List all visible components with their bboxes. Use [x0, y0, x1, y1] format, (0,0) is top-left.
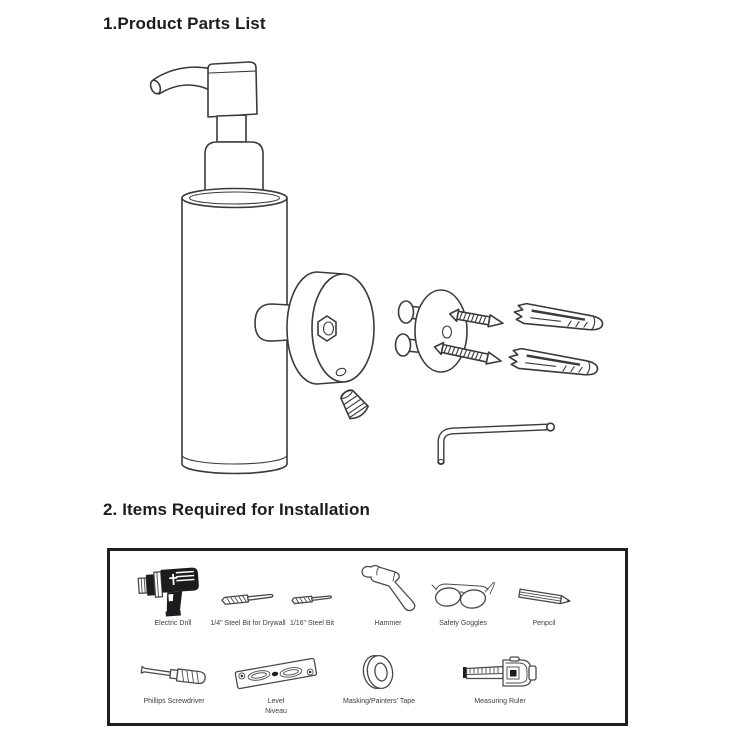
pump-head-icon — [208, 62, 257, 117]
tool-item-measuring-ruler — [445, 649, 555, 707]
tool-label: Safety Goggles — [439, 620, 487, 627]
tool-label: Hammer — [374, 620, 402, 627]
wall-mount-plate-icon — [287, 272, 374, 384]
tool-item-masking-tape — [324, 649, 434, 707]
tool-label: Penpcil — [532, 620, 556, 627]
tool-label: Electric Drill — [154, 620, 192, 627]
mounting-tab — [255, 304, 290, 341]
safety-goggles-icon — [429, 575, 497, 613]
pump-neck — [217, 115, 246, 142]
tool-item-pencil — [489, 559, 599, 629]
wall-anchor-icon — [513, 302, 604, 334]
tool-label: Masking/Painters' Tape — [342, 698, 416, 705]
pump-spout-icon — [149, 67, 214, 95]
wall-bracket-icon — [396, 290, 468, 372]
tool-label: Level — [267, 698, 285, 705]
tool-label-line2: Niveau — [265, 708, 287, 715]
allen-wrench-icon — [438, 423, 555, 464]
pencil-icon — [515, 586, 573, 610]
tool-label: Measuring Ruler — [474, 698, 526, 705]
drill-bit-small-icon — [290, 590, 334, 608]
tool-item-phillips-screwdriver — [119, 649, 229, 707]
product-parts-illustration — [130, 58, 620, 478]
set-screw-icon — [336, 386, 370, 422]
masking-tape-icon — [358, 650, 400, 694]
measuring-ruler-icon — [461, 655, 539, 691]
wall-anchor-icon — [508, 347, 599, 379]
soap-dispenser — [149, 62, 290, 474]
parts-list-heading: 1.Product Parts List — [103, 14, 266, 33]
level-icon — [233, 653, 319, 695]
items-required-heading: 2. Items Required for Installation — [103, 500, 370, 519]
tool-label: 1/16" Steel Bit — [289, 620, 335, 627]
hex-set-bolt-icon — [318, 316, 336, 341]
tool-label: Phillips Screwdriver — [143, 698, 205, 705]
phillips-screwdriver-icon — [140, 662, 208, 692]
required-items-box — [107, 548, 628, 726]
tool-item-level — [221, 649, 331, 717]
tool-label: 1/4" Steel Bit for Drywall — [210, 620, 286, 627]
